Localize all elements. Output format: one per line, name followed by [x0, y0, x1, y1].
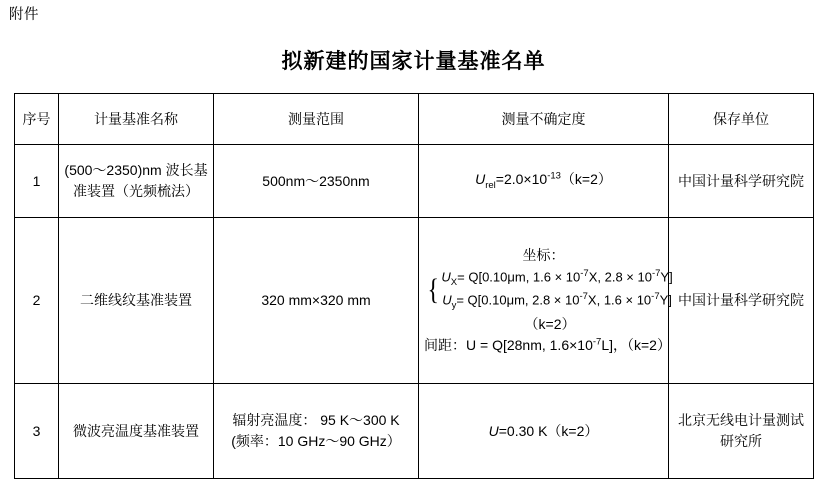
range-line-1: 辐射亮温度： 95 K～300 K [232, 412, 400, 428]
cell-seq: 1 [15, 145, 59, 218]
page-title: 拟新建的国家计量基准名单 [281, 50, 546, 73]
formula-x-body: = Q[0.10μm, 1.6 × 10 [457, 269, 581, 285]
header-seq: 序号 [15, 94, 59, 145]
cell-range: 500nm～2350nm [214, 145, 419, 218]
table-row [15, 384, 814, 479]
formula-y: $U_y= Q[0.10\mu m$, $2.8 \times 10^{-7}X$, $1.6 \times 10^{-7}Y$] [442, 291, 672, 311]
cell-seq: 2 [15, 218, 59, 384]
formula-x-tail2: Y] [660, 269, 673, 285]
standards-table [14, 93, 814, 479]
cell-name: (500～2350)nm 波长基准装置（光频梳法） [59, 145, 214, 218]
header-range: 测量范围 [214, 94, 419, 145]
formula-x-tail: X, 2.8 × 10 [588, 269, 652, 285]
cell-uncertainty [419, 145, 669, 218]
coordinate-label: 坐标： [522, 246, 565, 263]
cell-uncertainty [419, 384, 669, 479]
formula-y-tail2: Y] [659, 292, 672, 308]
cell-keeper [669, 384, 814, 479]
formula-lines [441, 267, 672, 313]
table-row [15, 145, 814, 218]
cell-keeper: 中国计量科学研究院 [669, 145, 814, 218]
table-row [15, 218, 814, 384]
formula-y-body: = Q[0.10μm, 2.8 × 10 [456, 292, 580, 308]
formula-x: $U_X= Q[0.10\mu m$, $1.6 \times 10^{-7}X$, $2.8 \times 10^{-7}Y$] [441, 267, 673, 288]
formula-y-tail: X, 1.6 × 10 [587, 292, 652, 308]
cell-name: 微波亮温度基准装置 [59, 384, 214, 479]
keeper-line-2: 研究所 [720, 433, 762, 449]
spacing-label: 间距：U = Q[28nm, 1.6×10 [424, 337, 593, 354]
header-uncertainty: 测量不确定度 [419, 94, 669, 145]
attachment-label: 附件 [9, 7, 39, 23]
cell-seq: 3 [15, 384, 59, 479]
spacing-tail: L]，（k=2） [601, 337, 671, 354]
uncertainty-subscript: rel [485, 179, 496, 191]
cell-name: 二维线纹基准装置 [59, 218, 214, 384]
left-brace-icon: { [427, 273, 439, 306]
formula-brace-group [426, 267, 673, 313]
table-header-row [15, 94, 814, 145]
header-name: 计量基准名称 [59, 94, 214, 145]
cell-range [214, 384, 419, 479]
cell-range: 320 mm×320 mm [214, 218, 419, 384]
header-keeper: 保存单位 [669, 94, 814, 145]
uncertainty-coverage: （k=2） [560, 170, 612, 187]
cell-uncertainty [419, 218, 673, 384]
uncertainty-symbol: U [475, 170, 486, 187]
uncertainty-value: =0.30 K（k=2） [498, 422, 599, 439]
cell-keeper: 中国计量科学研究院 [669, 218, 814, 384]
spacing-formula: 间距：U = Q[28nm, $1.6\times 10^{-7}L$]，（k=2） [424, 336, 671, 354]
range-line-2: (频率：10 GHz～90 GHz） [231, 433, 401, 449]
uncertainty-value: =2.0×10 [495, 170, 548, 187]
uncertainty-exponent: -13 [547, 170, 561, 182]
keeper-line-1: 北京无线电计量测试 [678, 412, 804, 428]
uncertainty-symbol: U [488, 422, 499, 439]
formula-coverage: （k=2） [524, 316, 576, 333]
